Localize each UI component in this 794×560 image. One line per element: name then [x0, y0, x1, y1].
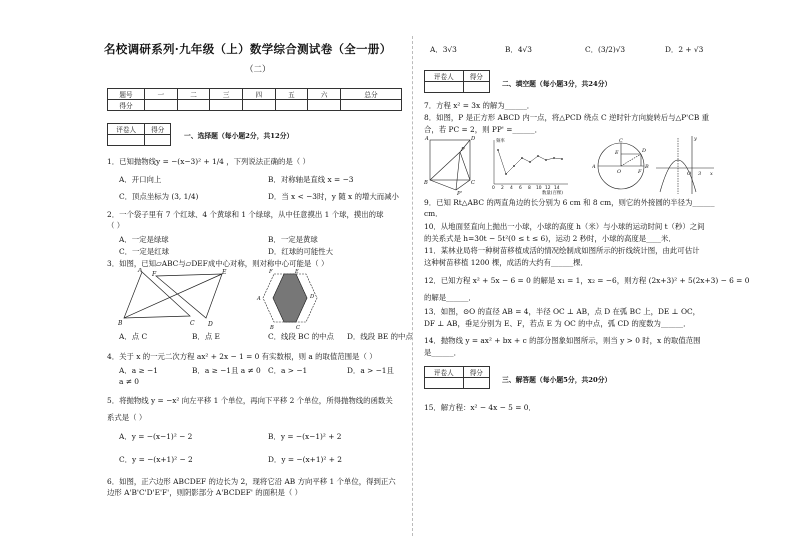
score-input-cell[interactable]: [145, 100, 178, 111]
q6-option-d: D．2 + √3: [665, 45, 704, 54]
q5-option-a: A．y = −(x−1)² − 2: [119, 432, 193, 441]
q3-label-b: B: [118, 320, 123, 327]
q5-option-c: C．y = −(x+1)² − 2: [119, 455, 193, 464]
q11-chart-points: [497, 149, 563, 175]
q6-label-b: B: [270, 325, 274, 330]
section-3-heading: 三、解答题（每小题5分，共20分）: [502, 376, 612, 384]
q13-label-f: F: [638, 169, 642, 175]
q3-label-d: D: [208, 321, 213, 328]
grader-box-section1: [107, 123, 171, 146]
q11-chart-y-label: 频率: [496, 139, 505, 144]
section-1-heading: 一、选择题（每小题2分，共12分）: [184, 132, 294, 140]
q11-chart-tick: 8: [528, 186, 531, 191]
q15-text: 15．解方程：x² − 4x − 5 = 0．: [424, 403, 536, 412]
q6-shaded-region: [273, 274, 307, 322]
grader-score-label: 得分: [145, 124, 171, 135]
grader-reviewer-label: 评卷人: [425, 367, 464, 378]
q3-triangle-def: [156, 274, 222, 318]
q8-label-c: C: [471, 180, 475, 186]
score-table: [107, 88, 402, 111]
q3-option-c: C．线段 BC 的中点: [268, 332, 334, 341]
q4-option-b: B．a ≥ −1且 a ≠ 0: [192, 366, 261, 375]
q6-option-c: C．(3/2)√3: [585, 45, 626, 54]
grader-score-cell[interactable]: [463, 378, 489, 389]
q6-label-f: F: [269, 269, 273, 275]
section-2-heading: 二、填空题（每小题3分，共24分）: [502, 80, 612, 88]
score-cell: 二: [177, 89, 210, 100]
q9-text-cont: cm．: [424, 209, 443, 218]
q11-chart-point: [513, 165, 515, 167]
column-divider: [412, 36, 413, 536]
q6-label-c: C: [296, 325, 300, 330]
q6-text-cont: 边形 A'B'C'D'E'F'，则阴影部分 A'BCDEF' 的面积是（ ）: [107, 488, 303, 497]
grader-reviewer-label: 评卷人: [425, 71, 464, 82]
q9-text: 9．已知 Rt△ABC 的两直角边的长分别为 6 cm 和 8 cm，则它的外接圆的半径为______: [424, 198, 715, 207]
grader-box-section2: [424, 70, 490, 93]
page-title: 名校调研系列·九年级（上）数学综合测试卷（全一册）: [104, 42, 392, 56]
q2-option-a: A．一定是绿球: [119, 235, 169, 244]
score-cell: 总分: [340, 89, 401, 100]
q3-figure: [118, 268, 228, 330]
q8-text: 8．如图，P 是正方形 ABCD 内一点，将△PCD 绕点 C 逆时针方向旋转后与△P'CB 重: [424, 113, 710, 122]
score-input-cell[interactable]: [242, 100, 275, 111]
score-input-cell[interactable]: [177, 100, 210, 111]
q11-chart-tick: 6: [519, 186, 522, 191]
q14-label-x: x: [710, 171, 713, 177]
q11-chart-tick: 4: [510, 186, 513, 191]
q13-label-b: B: [645, 164, 649, 170]
q8-text-cont: 合，若 PC = 2，则 PP' =______．: [424, 125, 542, 134]
q11-chart-point: [553, 157, 555, 159]
q11-chart-point: [521, 157, 523, 159]
grader-score-label: 得分: [463, 71, 489, 82]
q6-text: 6．如图，正六边形 ABCDEF 的边长为 2，现将它沿 AB 方向平移 1 个单位，得到正六: [107, 477, 396, 486]
q14-text: 14．抛物线 y = ax² + bx + c 的部分图象如图所示，则当 y > 0 时，x 的取值范围: [424, 336, 701, 345]
q2-option-c: C．一定是红球: [119, 247, 169, 256]
q5-option-b: B．y = −(x−1)² + 2: [268, 432, 342, 441]
q5-text-cont: 系式是（ ）: [107, 413, 147, 422]
q4-option-c: C．a > −1: [268, 366, 308, 375]
score-cell: 得分: [108, 100, 145, 111]
score-cell: 一: [145, 89, 178, 100]
q13-label-o: O: [617, 169, 622, 175]
grader-box-section3: [424, 366, 490, 389]
q13-label-c: C: [619, 138, 623, 144]
q4-option-d-cont: a ≠ 0: [119, 377, 139, 386]
score-table-score-row: [108, 100, 402, 111]
q1-option-c: C．顶点坐标为 (3, 1/4): [119, 192, 199, 201]
q3-label-a: A: [138, 268, 143, 274]
q8-segment-p2c: [456, 180, 470, 190]
q3-option-a: A．点 C: [119, 332, 148, 341]
q13-text-cont: DF ⊥ AB，垂足分别为 E、F，若点 E 为 OC 的中点，弧 CD 的度数为______．: [424, 319, 691, 328]
q13-label-d: D: [642, 148, 647, 154]
q3-text: 3．如图，已知▱ABC与▱DEF成中心对称，则对称中心可能是（ ）: [107, 259, 329, 268]
score-cell: 六: [308, 89, 341, 100]
q11-chart-point: [497, 149, 499, 151]
grader-reviewer-label: 评卷人: [108, 124, 145, 135]
q11-chart-tick: 12: [545, 186, 551, 191]
q11-chart-tick: 2: [501, 186, 504, 191]
q11-chart-x-label: 数量(百棵): [542, 191, 563, 196]
q1-option-b: B．对称轴是直线 x = −3: [268, 175, 354, 184]
score-table-header-row: [108, 89, 402, 100]
q11-chart: [486, 136, 576, 196]
q6-label-e: E: [295, 269, 299, 275]
q3-label-e: E: [222, 269, 227, 276]
q14-label-o: O: [687, 171, 692, 177]
page-subtitle: （二）: [245, 65, 271, 75]
q8-label-b: B: [424, 180, 428, 186]
q13-label-a: A: [592, 164, 596, 170]
q11-chart-point: [545, 159, 547, 161]
q14-label-y: y: [694, 136, 697, 142]
q14-text-cont: 是______．: [424, 348, 461, 357]
q11-text: 11．某林业局将一种树苗移植成活的情况绘制成如图所示的折线统计图，由此可估计: [424, 246, 700, 255]
score-input-cell[interactable]: [340, 100, 401, 111]
q7-text: 7．方程 x² = 3x 的解为______．: [424, 101, 535, 110]
q11-chart-point: [529, 161, 531, 163]
grader-reviewer-cell[interactable]: [108, 135, 145, 146]
q12-text: 12．已知方程 x² + 5x − 6 = 0 的解是 x₁ = 1，x₂ = −6，则方程 (2x+3)² + 5(2x+3) − 6 = 0: [424, 276, 750, 285]
q6-label-a: A: [257, 296, 261, 302]
q2-text: 2．一个袋子里有 7 个红球、4 个黄球和 1 个绿球，从中任意摸出 1 个球，摸出的球: [107, 210, 384, 219]
q13-figure: [592, 136, 650, 194]
score-input-cell[interactable]: [210, 100, 243, 111]
q3-option-d: D．线段 BE 的中点: [347, 332, 413, 341]
q13-label-e: E: [615, 150, 619, 156]
q8-label-d: D: [471, 136, 476, 142]
q1-text: 1．已知抛物线y = −(x−3)² + 1/4 ，下列说法正确的是（ ）: [107, 157, 310, 166]
q11-chart-point: [561, 158, 563, 160]
q5-text: 5．将抛物线 y = −x² 向左平移 1 个单位，再向下平移 2 个单位，所得抛物线的函数关: [107, 396, 393, 405]
q11-chart-point: [537, 155, 539, 157]
q8-segment-pc: [460, 152, 470, 180]
q10-text-cont: 的关系式是 h=30t − 5t²(0 ≤ t ≤ 6)，运动 2 秒时，小球的高度是____米．: [424, 234, 676, 243]
q3-label-f: F: [152, 271, 157, 278]
q4-text: 4．关于 x 的一元二次方程 ax² + 2x − 1 = 0 有实数根，则 a 的取值范围是（ ）: [107, 352, 377, 361]
q11-chart-tick: 14: [554, 186, 560, 191]
q8-segment-p2b: [430, 180, 456, 190]
q11-chart-point: [505, 173, 507, 175]
q3-option-b: B．点 E: [192, 332, 220, 341]
q12-text-cont: 的解是______．: [424, 293, 476, 302]
grader-score-label: 得分: [463, 367, 489, 378]
q14-label-tick: 3: [698, 171, 702, 177]
q14-figure: [654, 134, 716, 196]
q5-option-d: D．y = −(x+1)² + 2: [268, 455, 342, 464]
q4-option-a: A．a ≥ −1: [119, 366, 158, 375]
q13-segment-od: [621, 154, 641, 166]
q8-label-p: P: [461, 147, 465, 153]
q8-label-a: A: [425, 136, 429, 142]
q2-option-b: B．一定是黄球: [268, 235, 318, 244]
q8-segment-pp: [456, 152, 460, 190]
q11-chart-tick: 0: [492, 186, 495, 191]
q13-text: 13．如图，⊙O 的直径 AB = 4，半径 OC ⊥ AB，点 D 在弧 BC 上，DE ⊥ OC，: [424, 307, 701, 316]
q6-figure: [256, 268, 328, 330]
q11-chart-tick: 10: [536, 186, 542, 191]
q1-option-d: D．当 x < −3时，y 随 x 的增大而减小: [268, 192, 399, 201]
q11-text-cont: 这种树苗移植 1200 棵，成活的大约有______棵．: [424, 258, 588, 267]
q3-label-c: C: [190, 320, 195, 327]
q6-option-a: A．3√3: [430, 45, 457, 54]
score-input-cell[interactable]: [308, 100, 341, 111]
grader-score-cell[interactable]: [463, 82, 489, 93]
grader-reviewer-cell[interactable]: [425, 82, 464, 93]
grader-score-cell[interactable]: [145, 135, 171, 146]
q4-option-d: D．a > −1且: [347, 366, 394, 375]
score-cell: 三: [210, 89, 243, 100]
q1-option-a: A．开口向上: [119, 175, 162, 184]
grader-reviewer-cell[interactable]: [425, 378, 464, 389]
score-cell: 五: [275, 89, 308, 100]
q2-paren: （ ）: [107, 221, 125, 230]
q2-option-d: D．红球的可能性大: [268, 247, 334, 256]
q6-option-b: B．4√3: [505, 45, 532, 54]
q3-triangle-abc: [124, 272, 190, 318]
q6-label-d: D: [310, 294, 315, 300]
q8-segment-pb: [430, 152, 460, 180]
q10-text: 10．从地面竖直向上抛出一小球，小球的高度 h（米）与小球的运动时间 t（秒）之间: [424, 222, 705, 231]
q8-figure: [424, 134, 484, 196]
score-cell: 四: [242, 89, 275, 100]
q8-label-p2: P': [457, 191, 462, 196]
score-input-cell[interactable]: [275, 100, 308, 111]
score-cell: 题号: [108, 89, 145, 100]
